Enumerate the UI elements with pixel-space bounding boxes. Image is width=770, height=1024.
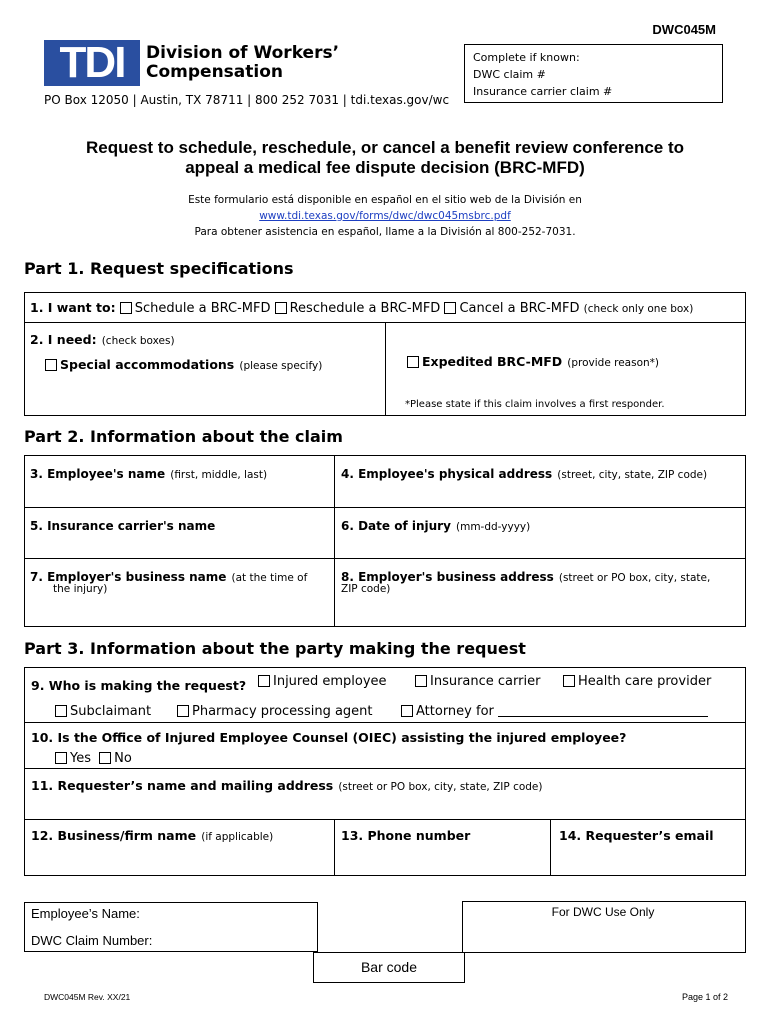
- special-accommodations-checkbox[interactable]: [45, 359, 57, 371]
- spanish-line3: Para obtener asistencia en español, llame a la División al 800-252-7031.: [194, 226, 576, 238]
- title-line2: appeal a medical fee dispute decision (BRC-MFD): [185, 158, 585, 177]
- schedule-checkbox[interactable]: [120, 302, 132, 314]
- subclaimant-checkbox[interactable]: [55, 705, 67, 717]
- employer-address-field[interactable]: [334, 558, 746, 627]
- first-responder-note: *Please state if this claim involves a first responder.: [405, 399, 665, 410]
- f6-label: 6. Date of injury: [341, 519, 451, 533]
- form-title: [40, 138, 730, 178]
- q9-row: [24, 667, 746, 723]
- f4-hint: (street, city, state, ZIP code): [557, 469, 708, 481]
- insurance-carrier-checkbox[interactable]: [415, 675, 427, 687]
- expedited-label: Expedited BRC-MFD: [422, 354, 563, 369]
- footer-employee-name: Employee’s Name:: [31, 906, 140, 921]
- injured-employee-checkbox[interactable]: [258, 675, 270, 687]
- agency-line1: Division of Workers’: [146, 43, 340, 63]
- q9-label: 9. Who is making the request?: [31, 678, 247, 693]
- special-accommodations-label: Special accommodations: [60, 357, 235, 372]
- q1-hint: (check only one box): [583, 303, 694, 315]
- oiec-yes-option: Yes: [70, 751, 91, 766]
- oiec-yes-checkbox[interactable]: [55, 752, 67, 764]
- barcode-box: Bar code: [313, 952, 465, 983]
- carrier-name-field[interactable]: [24, 507, 335, 559]
- expedited-hint: (provide reason*): [567, 357, 660, 369]
- footer-claim-number: DWC Claim Number:: [31, 933, 153, 948]
- q12-label: 12. Business/firm name: [31, 828, 197, 843]
- revision-label: DWC045M Rev. XX/21: [44, 992, 131, 1002]
- f3-label: 3. Employee's name: [30, 467, 166, 481]
- employer-name-field[interactable]: [24, 558, 335, 627]
- complete-if-known-box: [464, 44, 723, 103]
- reschedule-checkbox[interactable]: [275, 302, 287, 314]
- cancel-checkbox[interactable]: [444, 302, 456, 314]
- q10-row: [24, 722, 746, 769]
- title-line1: Request to schedule, reschedule, or cancel a benefit review conference to: [85, 138, 685, 157]
- f8-label: 8. Employer's business address: [341, 570, 554, 584]
- q2-hint: (check boxes): [101, 335, 175, 347]
- form-code: DWC045M: [652, 22, 716, 37]
- special-accommodations-hint: (please specify): [239, 360, 323, 372]
- requester-address-field[interactable]: [24, 768, 746, 820]
- f8-hint2: ZIP code): [341, 583, 391, 595]
- spanish-form-link[interactable]: www.tdi.texas.gov/forms/dwc/dwc045msbrc.pdf: [259, 210, 511, 222]
- f5-label: 5. Insurance carrier's name: [30, 519, 216, 533]
- employee-address-field[interactable]: [334, 455, 746, 508]
- attorney-checkbox[interactable]: [401, 705, 413, 717]
- spanish-line1: Este formulario está disponible en español en el sitio web de la División en: [188, 194, 582, 206]
- part3-heading: Part 3. Information about the party making the request: [24, 639, 526, 658]
- f6-hint: (mm-dd-yyyy): [456, 521, 531, 533]
- carrier-claim-field[interactable]: Insurance carrier claim #: [473, 85, 613, 98]
- agency-name: [146, 44, 339, 82]
- employee-name-footer-box: [24, 902, 318, 952]
- q2-label: 2. I need:: [30, 332, 97, 347]
- q11-hint: (street or PO box, city, state, ZIP code): [338, 781, 543, 793]
- dwc-use-box: [462, 901, 746, 953]
- attorney-option: Attorney for: [416, 704, 494, 719]
- attorney-for-blank[interactable]: [498, 704, 708, 717]
- employee-name-field[interactable]: [24, 455, 335, 508]
- q11-label: 11. Requester’s name and mailing address: [31, 778, 334, 793]
- phone-number-field[interactable]: [334, 819, 551, 876]
- q2-divider: [385, 323, 386, 415]
- part2-heading: Part 2. Information about the claim: [24, 427, 343, 446]
- pharmacy-agent-option: Pharmacy processing agent: [192, 704, 373, 719]
- reschedule-option: Reschedule a BRC-MFD: [289, 301, 441, 316]
- cancel-option: Cancel a BRC-MFD: [459, 301, 580, 316]
- insurance-carrier-option: Insurance carrier: [430, 674, 541, 689]
- q10-label: 10. Is the Office of Injured Employee Counsel (OIEC) assisting the injured employee?: [31, 730, 627, 745]
- f8-hint1: (street or PO box, city, state,: [558, 572, 711, 584]
- q1-row: [24, 292, 746, 323]
- injured-employee-option: Injured employee: [273, 674, 387, 689]
- q1-label: 1. I want to:: [30, 300, 116, 315]
- oiec-no-checkbox[interactable]: [99, 752, 111, 764]
- agency-address: PO Box 12050 | Austin, TX 78711 | 800 252 7031 | tdi.texas.gov/wc: [44, 93, 450, 107]
- requester-email-field[interactable]: [550, 819, 746, 876]
- part1-heading: Part 1. Request specifications: [24, 259, 294, 278]
- health-care-provider-checkbox[interactable]: [563, 675, 575, 687]
- q2-row: [24, 322, 746, 416]
- q13-label: 13. Phone number: [341, 828, 471, 843]
- health-care-provider-option: Health care provider: [578, 674, 712, 689]
- spanish-notice: [40, 192, 730, 240]
- business-name-field[interactable]: [24, 819, 335, 876]
- known-box-title: Complete if known:: [473, 51, 580, 64]
- injury-date-field[interactable]: [334, 507, 746, 559]
- expedited-checkbox[interactable]: [407, 356, 419, 368]
- f7-hint1: (at the time of: [231, 572, 308, 584]
- agency-line2: Compensation: [146, 62, 283, 82]
- page-number: Page 1 of 2: [681, 992, 728, 1002]
- pharmacy-agent-checkbox[interactable]: [177, 705, 189, 717]
- dwc-claim-field[interactable]: DWC claim #: [473, 68, 546, 81]
- f7-label: 7. Employer's business name: [30, 570, 227, 584]
- subclaimant-option: Subclaimant: [70, 704, 152, 719]
- f7-hint2: the injury): [53, 583, 108, 595]
- oiec-no-option: No: [114, 751, 132, 766]
- schedule-option: Schedule a BRC-MFD: [134, 301, 271, 316]
- dwc-use-label: For DWC Use Only: [551, 905, 655, 919]
- f3-hint: (first, middle, last): [170, 469, 268, 481]
- q14-label: 14. Requester’s email: [559, 828, 714, 843]
- tdi-logo: TDI: [44, 40, 140, 86]
- q12-hint: (if applicable): [201, 831, 274, 843]
- f4-label: 4. Employee's physical address: [341, 467, 553, 481]
